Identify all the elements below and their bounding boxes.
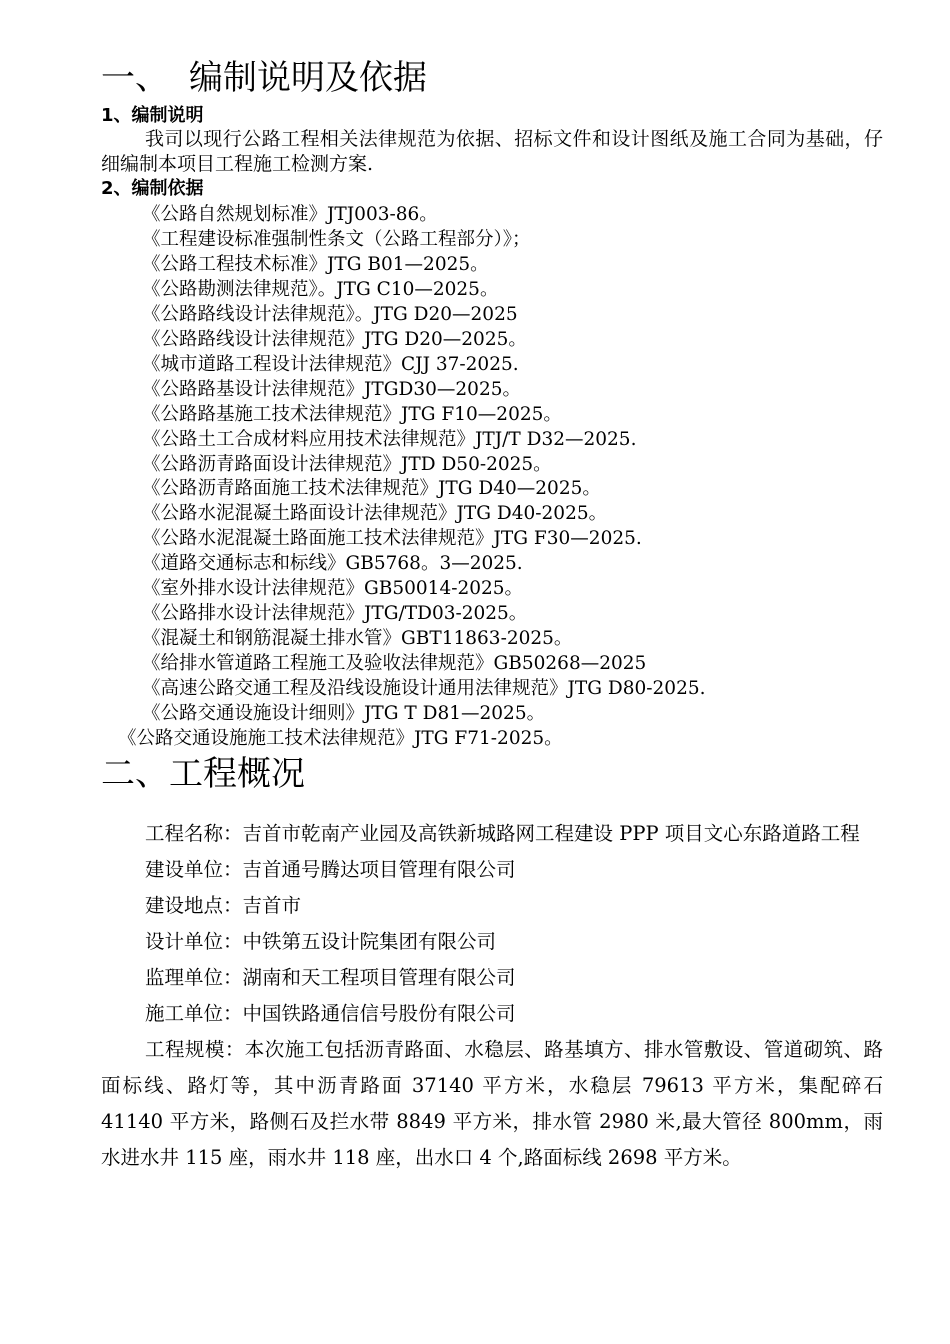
field-label: 建设单位： [145, 858, 243, 881]
reference-item: 《公路勘测法律规范》。JTG C10—2025。 [142, 278, 499, 300]
reference-item: 《室外排水设计法律规范》GB50014-2025。 [142, 578, 524, 600]
subsection-heading-basis: 2、编制依据 [101, 178, 204, 199]
reference-item: 《给排水管道路工程施工及验收法律规范》GB50268—2025 [142, 653, 647, 675]
reference-item: 《公路路线设计法律规范》JTG D20—2025。 [142, 328, 527, 350]
reference-item: 《公路交通设施施工技术法律规范》JTG F71-2025。 [118, 728, 563, 750]
reference-item: 《公路沥青路面设计法律规范》JTD D50-2025。 [142, 453, 552, 475]
supervisor-row [101, 960, 883, 996]
field-label: 设计单位： [145, 930, 243, 953]
reference-item: 《公路交通设施设计细则》JTG T D81—2025。 [142, 703, 546, 725]
description-paragraph: 我司以现行公路工程相关法律规范为依据、招标文件和设计图纸及施工合同为基础，仔细编制本项目工程施工检测方案. [101, 128, 883, 175]
section-number: 一、 [101, 58, 169, 98]
reference-item: 《公路排水设计法律规范》JTG/TD03-2025。 [142, 603, 528, 625]
project-name-row [101, 816, 883, 852]
reference-item: 《混凝土和钢筋混凝土排水管》GBT11863-2025。 [142, 628, 573, 650]
section-title: 工程概况 [169, 754, 305, 794]
reference-item: 《公路土工合成材料应用技术法律规范》JTJ/T D32—2025. [142, 428, 637, 450]
reference-item: 《道路交通标志和标线》GB5768。3—2025. [142, 553, 523, 575]
project-scale-value: 本次施工包括沥青路面、水稳层、路基填方、排水管敷设、管道砌筑、路面标线、路灯等，其中沥青路面 37140 平方米，水稳层 79613 平方米，集配碎石 41140 平方米，路侧石及拦水带 8849 平方米，排水管 2980 米,最大管径 800mm，雨水进水井 115 座，雨水井 118 座，出水口 4 个,路面标线 2698 平方米。 [101, 1038, 883, 1169]
section-title: 编制说明及依据 [189, 58, 427, 98]
field-label: 监理单位： [145, 966, 243, 989]
designer-row [101, 924, 883, 960]
project-info [101, 816, 883, 1176]
reference-list [118, 203, 706, 752]
section-heading-overview [101, 754, 305, 794]
reference-item: 《公路自然规划标准》JTJ003-86。 [142, 204, 438, 225]
reference-item: 《公路水泥混凝土路面设计法律规范》JTG D40-2025。 [142, 503, 608, 525]
contractor-row [101, 996, 883, 1032]
designer-value: 中铁第五设计院集团有限公司 [242, 930, 497, 953]
section-heading-preparation [101, 58, 427, 98]
reference-item: 《工程建设标准强制性条文（公路工程部分）》； [142, 228, 531, 250]
location-value: 吉首市 [242, 894, 302, 917]
owner-value: 吉首通号腾达项目管理有限公司 [242, 858, 516, 881]
project-scale-paragraph [101, 1032, 883, 1176]
reference-item: 《高速公路交通工程及沿线设施设计通用法律规范》JTG D80-2025. [142, 678, 706, 700]
subsection-heading-description: 1、编制说明 [101, 105, 204, 126]
owner-row [101, 852, 883, 888]
reference-item: 《公路路基设计法律规范》JTGD30—2025。 [142, 378, 521, 400]
reference-item: 《公路沥青路面施工技术法律规范》JTG D40—2025。 [142, 478, 601, 500]
section-number: 二、 [101, 754, 169, 794]
location-row [101, 888, 883, 924]
field-label: 工程规模： [145, 1038, 245, 1061]
contractor-value: 中国铁路通信信号股份有限公司 [242, 1002, 516, 1025]
supervisor-value: 湖南和天工程项目管理有限公司 [242, 966, 516, 989]
reference-item: 《公路水泥混凝土路面施工技术法律规范》JTG F30—2025. [142, 528, 642, 550]
project-name-value: 吉首市乾南产业园及高铁新城路网工程建设 PPP 项目文心东路道路工程 [242, 822, 860, 845]
field-label: 建设地点： [145, 894, 243, 917]
field-label: 施工单位： [145, 1002, 243, 1025]
reference-item: 《公路路线设计法律规范》。JTG D20—2025 [142, 303, 518, 325]
reference-item: 《公路工程技术标准》JTG B01—2025。 [142, 253, 489, 275]
field-label: 工程名称： [145, 822, 243, 845]
reference-item: 《公路路基施工技术法律规范》JTG F10—2025。 [142, 403, 562, 425]
reference-item: 《城市道路工程设计法律规范》CJJ 37-2025. [142, 353, 519, 375]
